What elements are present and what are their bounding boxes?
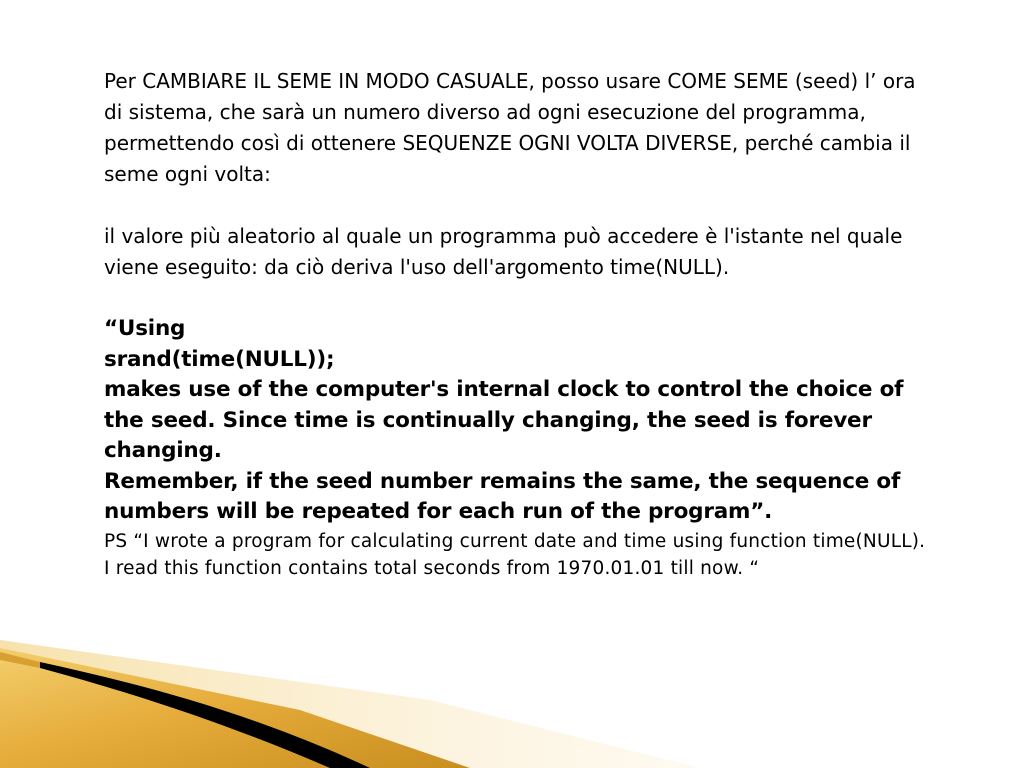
ps-note-line1: PS “I wrote a program for calculating current date and time using function time(NULL). (104, 530, 926, 552)
quote-srand-code: srand(time(NULL)); (104, 346, 335, 372)
slide-text-body (104, 66, 934, 583)
light-gold-band (0, 640, 700, 768)
paragraph-seed-explanation: Per CAMBIARE IL SEME IN MODO CASUALE, posso usare COME SEME (seed) l’ ora di sistema, che sarà un numero diverso ad ogni esecuzione del programma, permettendo così di ottenere SEQUENZE OGNI VOLTA DIVERSE, perché cambia il seme ogni volta: (104, 69, 916, 186)
gold-wedge (0, 648, 470, 768)
gold-highlight (0, 652, 40, 668)
quote-remember: Remember, if the seed number remains the same, the sequence of numbers will be repeated for each run of the program”. (104, 468, 901, 524)
ps-note-line2: I read this function contains total seconds from 1970.01.01 till now. “ (104, 558, 760, 579)
black-stripe (40, 662, 370, 768)
paragraph-time-null: il valore più aleatorio al quale un programma può accedere è l'istante nel quale viene eseguito: da ciò deriva l'uso dell'argomento time(NULL). (104, 224, 903, 279)
quote-using: “Using (104, 316, 186, 341)
quote-clock-explanation: makes use of the computer's internal clock to control the choice of the seed. Since time is continually changing, the seed is forever changing. (104, 377, 904, 463)
